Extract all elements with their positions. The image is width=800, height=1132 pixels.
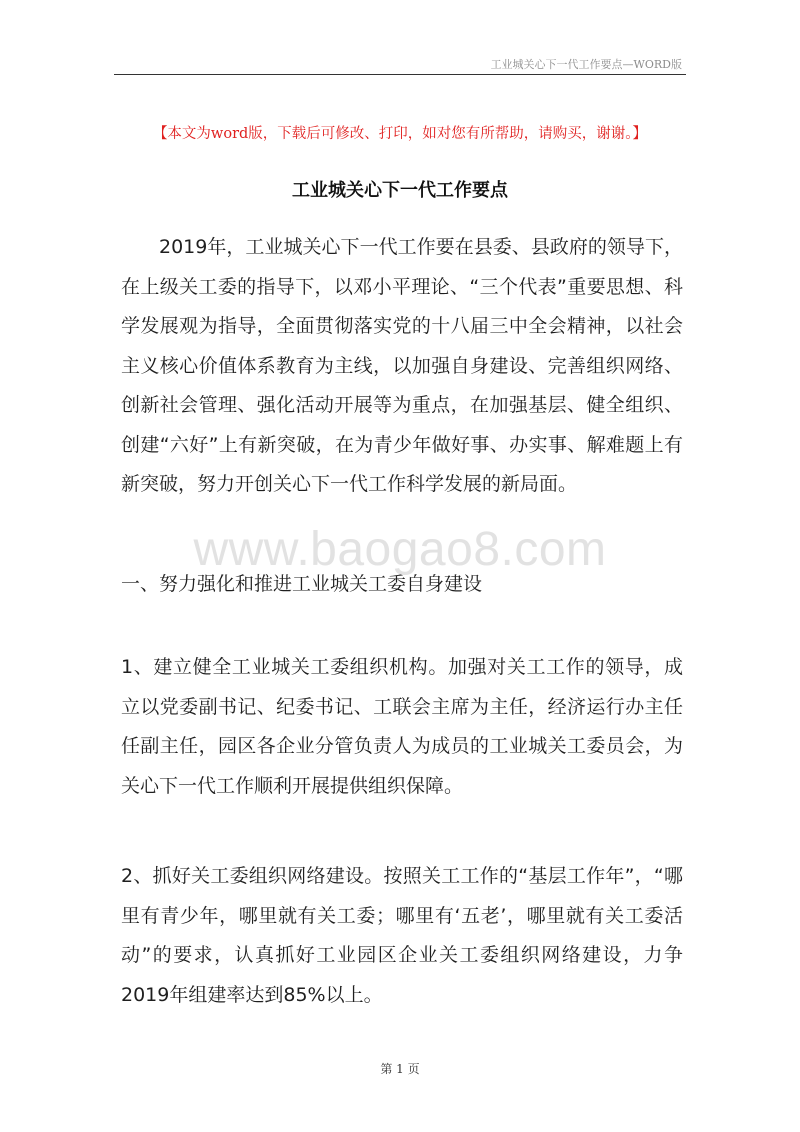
item-1-paragraph: 1、建立健全工业城关工委组织机构。加强对关工工作的领导，成立以党委副书记、纪委书记、工联会主席为主任，经济运行办主任任副主任，园区各企业分管负责人为成员的工业城关工委员会，为关心下一代工作顺利开展提供组织保障。 [121, 656, 683, 797]
watermark: www.baogao8.com [193, 523, 607, 576]
running-header: 工业城关心下一代工作要点—WORD版 [490, 58, 682, 71]
item-2-paragraph: 2、抓好关工委组织网络建设。按照关工工作的“基层工作年”，“哪里有青少年，哪里就有关工委；哪里有‘五老’，哪里就有关工委活动”的要求，认真抓好工业园区企业关工委组织网络建设，力争2019年组建率达到85%以上。 [121, 865, 683, 1006]
intro-paragraph: 2019年，工业城关心下一代工作要在县委、县政府的领导下，在上级关工委的指导下，以邓小平理论、“三个代表”重要思想、科学发展观为指导，全面贯彻落实党的十八届三中全会精神，以社会主义核心价值体系教育为主线，以加强自身建设、完善组织网络、创新社会管理、强化活动开展等为重点，在加强基层、健全组织、创建“六好”上有新突破，在为青少年做好事、办实事、解难题上有新突破，努力开创关心下一代工作科学发展的新局面。 [121, 236, 683, 495]
document-title: 工业城关心下一代工作要点 [292, 180, 508, 201]
header-divider [114, 74, 686, 75]
section-heading: 一、努力强化和推进工业城关工委自身建设 [121, 573, 483, 595]
purchase-notice: 【本文为word版，下载后可修改、打印，如对您有所帮助，请购买，谢谢。】 [152, 126, 648, 142]
page-number: 第 1 页 [380, 1062, 420, 1076]
